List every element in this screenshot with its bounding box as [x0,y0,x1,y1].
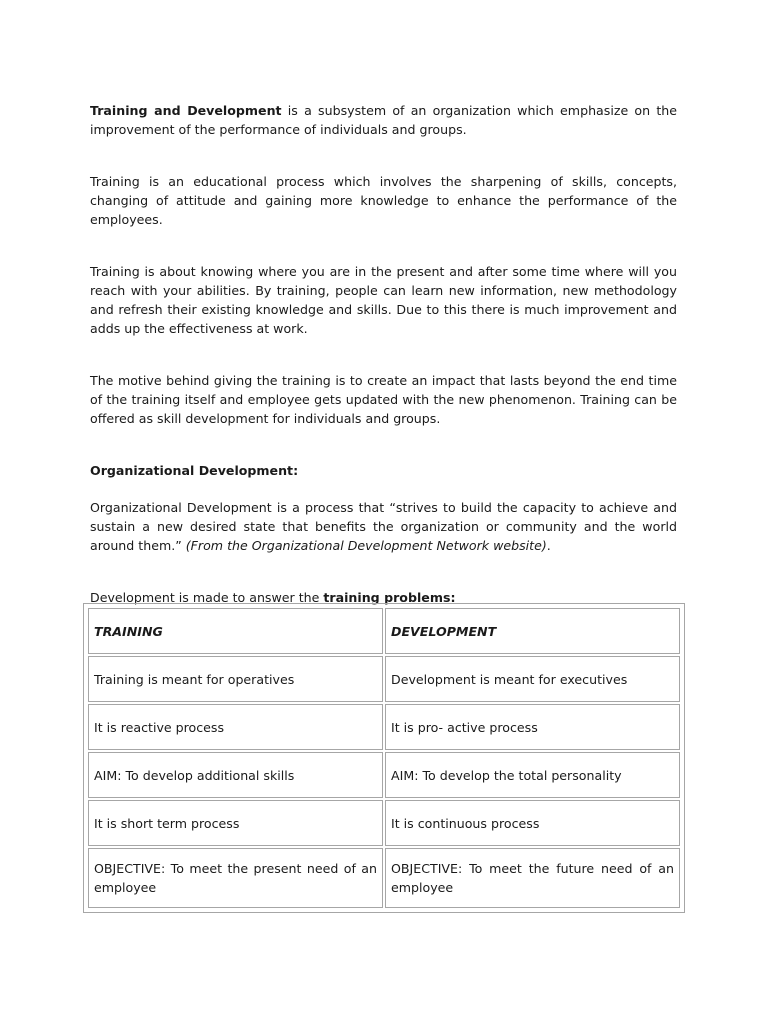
table-cell: Development is meant for executives [385,656,680,702]
table-cell: OBJECTIVE: To meet the present need of an employee [88,848,383,908]
table-intro-bold: training problems: [323,590,456,605]
intro-paragraph [90,101,677,139]
table-cell: It is continuous process [385,800,680,846]
table-header-development: DEVELOPMENT [385,608,680,654]
training-definition-paragraph: Training is an educational process which involves the sharpening of skills, concepts, changing of attitude and gaining more knowledge to enhance the performance of the employees. [90,174,677,227]
table-row [88,752,680,798]
table-cell: AIM: To develop additional skills [88,752,383,798]
od-definition-paragraph [90,498,677,555]
od-source-citation: (From the Organizational Development Network website) [185,538,547,553]
training-purpose-paragraph: Training is about knowing where you are in the present and after some time where will you reach with your abilities. By training, people can learn new information, new methodology and refresh their existing knowledge and skills. Due to this there is much improvement and adds up the effectiveness at work. [90,264,677,336]
table-cell: It is reactive process [88,704,383,750]
table-row [88,800,680,846]
table-cell: Training is meant for operatives [88,656,383,702]
table-row [88,848,680,908]
table-header-training: TRAINING [88,608,383,654]
table-intro-text: Development is made to answer the [90,590,324,605]
intro-text: is a subsystem of an organization which emphasize on the improvement of the performance of individuals and groups. [90,103,677,137]
table-row [88,656,680,702]
section-heading-text: Organizational Development: [90,463,299,478]
comparison-table-frame [83,603,685,913]
table-cell: OBJECTIVE: To meet the future need of an employee [385,848,680,908]
section-heading [90,461,677,480]
table-header-row [88,608,680,654]
document-body [90,101,677,607]
od-definition-end: . [546,538,551,553]
comparison-table [86,606,682,910]
table-cell: It is short term process [88,800,383,846]
od-definition-text: Organizational Development is a process that “strives to build the capacity to achieve and sustain a new desired state that benefits the organization or community and the world around them.” [90,500,677,553]
table-row [88,704,680,750]
intro-term: Training and Development [90,103,282,118]
table-cell: It is pro- active process [385,704,680,750]
table-cell: AIM: To develop the total personality [385,752,680,798]
training-motive-paragraph: The motive behind giving the training is to create an impact that lasts beyond the end time of the training itself and employee gets updated with the new phenomenon. Training can be offered as skill development for individuals and groups. [90,373,677,426]
